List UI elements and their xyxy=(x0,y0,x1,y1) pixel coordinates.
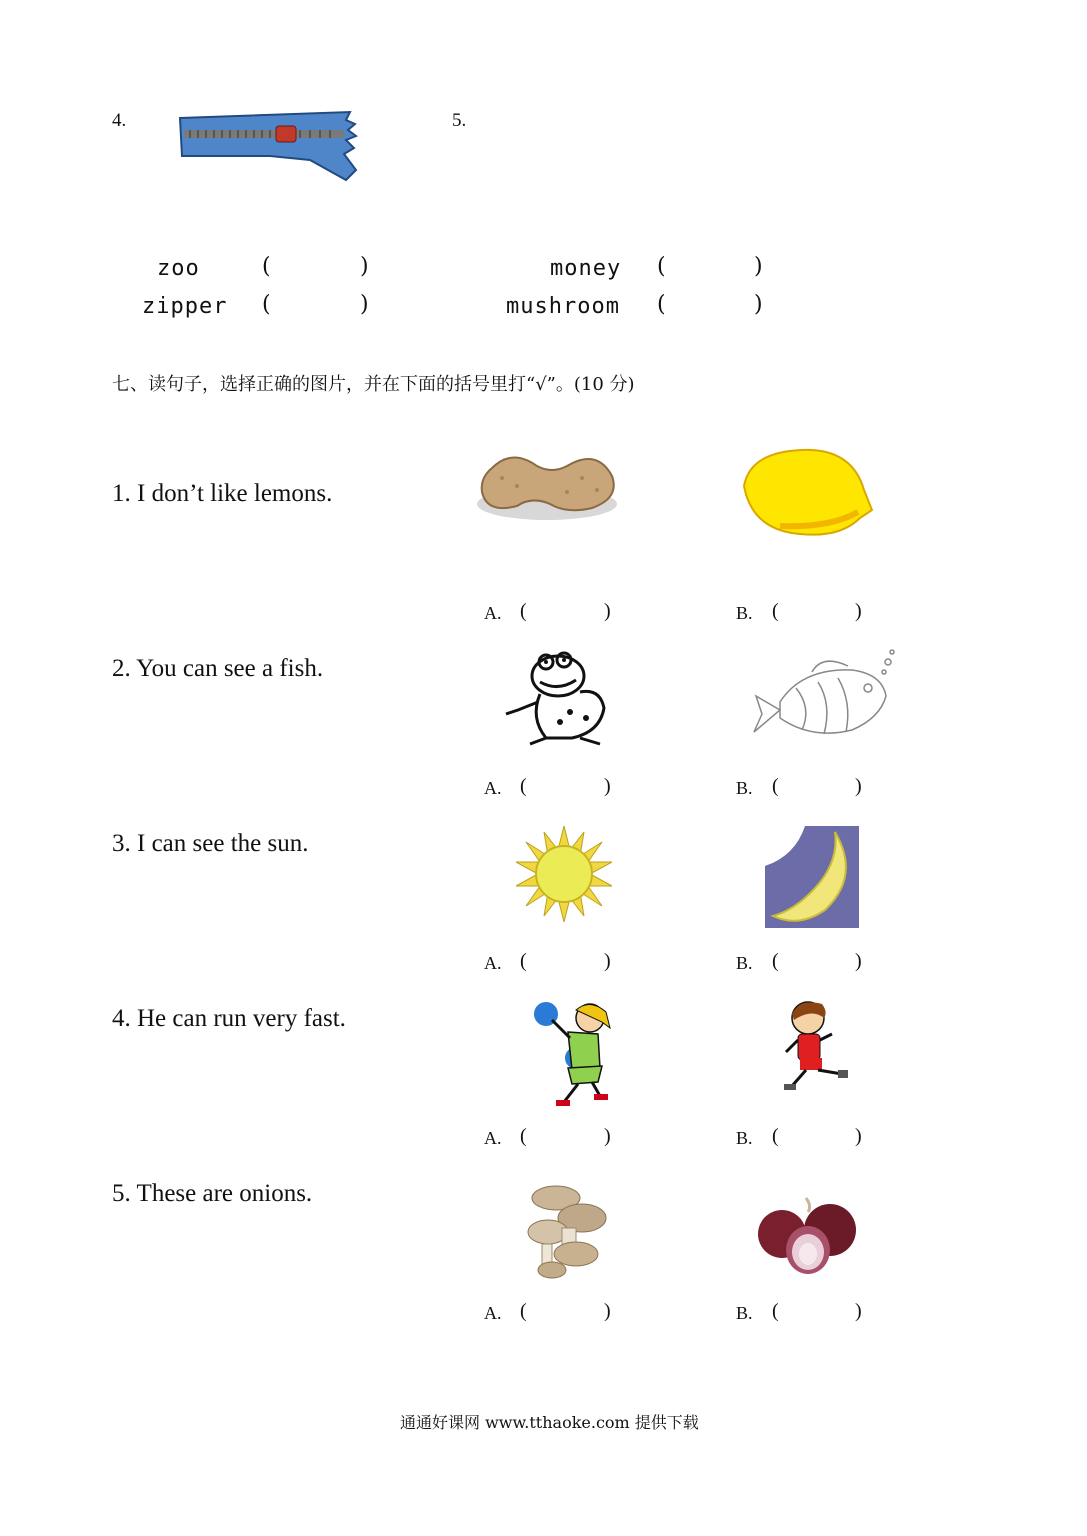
sun-icon xyxy=(516,826,612,922)
mushrooms-icon xyxy=(522,1182,610,1282)
option-a-paren-open: ( xyxy=(520,600,527,622)
option-a-paren-open: ( xyxy=(520,1300,527,1322)
answer-paren-open: ( xyxy=(262,254,271,279)
onions-icon xyxy=(756,1194,862,1276)
option-a-paren-open: ( xyxy=(520,1125,527,1147)
peanut-icon xyxy=(472,448,622,532)
option-b-paren-close: ) xyxy=(855,600,862,622)
word-money: money xyxy=(550,256,622,281)
word-zoo: zoo xyxy=(157,256,200,281)
item-number-5: 5. xyxy=(452,110,467,131)
option-a-label: A. xyxy=(484,603,502,623)
option-b-paren-close: ) xyxy=(855,1300,862,1322)
word-zipper: zipper xyxy=(142,294,228,319)
answer-paren-close: ) xyxy=(360,254,369,279)
fish-icon xyxy=(752,648,898,744)
option-a-label: A. xyxy=(484,1303,502,1323)
option-a-paren-close: ) xyxy=(604,1125,611,1147)
answer-paren-open: ( xyxy=(657,292,666,317)
item-number-4: 4. xyxy=(112,110,127,131)
question-sentence: 4. He can run very fast. xyxy=(112,1005,346,1032)
option-b-paren-open: ( xyxy=(772,1300,779,1322)
option-b-label: B. xyxy=(736,1128,753,1148)
option-b-label: B. xyxy=(736,603,753,623)
question-sentence: 3. I can see the sun. xyxy=(112,830,309,857)
option-b-paren-close: ) xyxy=(855,775,862,797)
option-a-label: A. xyxy=(484,778,502,798)
option-b-paren-open: ( xyxy=(772,775,779,797)
option-b-paren-open: ( xyxy=(772,950,779,972)
option-b-paren-close: ) xyxy=(855,950,862,972)
option-b-label: B. xyxy=(736,1303,753,1323)
option-a-label: A. xyxy=(484,953,502,973)
option-a-paren-close: ) xyxy=(604,950,611,972)
page-footer: 通通好课网 www.tthaoke.com 提供下载 xyxy=(400,1413,699,1432)
section-heading: 七、读句子，选择正确的图片，并在下面的括号里打“√”。(10 分) xyxy=(112,374,635,395)
option-b-paren-open: ( xyxy=(772,600,779,622)
running-boy-icon xyxy=(780,998,850,1096)
option-b-paren-close: ) xyxy=(855,1125,862,1147)
cheerleader-girl-icon xyxy=(528,998,612,1108)
option-b-label: B. xyxy=(736,778,753,798)
lemon-icon xyxy=(740,446,874,538)
option-a-paren-close: ) xyxy=(604,600,611,622)
option-a-paren-open: ( xyxy=(520,950,527,972)
question-sentence: 1. I don’t like lemons. xyxy=(112,480,333,507)
answer-paren-close: ) xyxy=(360,292,369,317)
word-mushroom: mushroom xyxy=(506,294,620,319)
question-sentence: 2. You can see a fish. xyxy=(112,655,324,682)
answer-paren-open: ( xyxy=(262,292,271,317)
option-a-label: A. xyxy=(484,1128,502,1148)
moon-icon xyxy=(765,826,859,928)
answer-paren-close: ) xyxy=(754,254,763,279)
option-a-paren-open: ( xyxy=(520,775,527,797)
zipper-icon xyxy=(170,110,360,182)
question-sentence: 5. These are onions. xyxy=(112,1180,313,1207)
option-a-paren-close: ) xyxy=(604,775,611,797)
option-b-label: B. xyxy=(736,953,753,973)
option-b-paren-open: ( xyxy=(772,1125,779,1147)
answer-paren-open: ( xyxy=(657,254,666,279)
frog-icon xyxy=(500,648,618,748)
option-a-paren-close: ) xyxy=(604,1300,611,1322)
answer-paren-close: ) xyxy=(754,292,763,317)
